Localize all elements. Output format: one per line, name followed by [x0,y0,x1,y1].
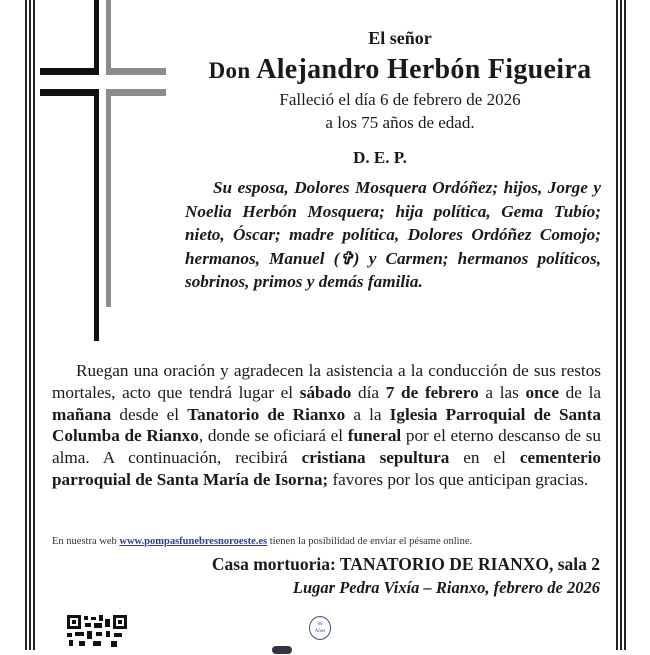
intro-text: El señor [368,28,432,48]
service-text: por el eterno descanso de su alma. A continuación, recibirá [52,426,602,468]
service-text: favores por los que anticipan gracias. [328,469,589,489]
web-prefix: En nuestra web [52,536,120,547]
service-paragraph [52,360,601,491]
service-emphasis: Tanatorio de Rianxo [187,404,346,424]
frame-line-right-outer [624,0,626,650]
frame-line-left-inner [33,0,35,650]
deceased-name [185,54,615,86]
service-text: , donde se oficiará el [198,426,348,446]
website-link[interactable]: www.pompasfunebresnoroeste.es [119,536,268,547]
service-emphasis: 7 de febrero [385,382,479,402]
age: a los 75 años de edad. [325,113,475,132]
service-emphasis: sábado [299,382,352,402]
casa-mortuoria: Casa mortuoria: TANATORIO DE RIANXO, sala 2 [211,554,600,574]
death-date: Falleció el día 6 de febrero de 2026 [279,90,521,109]
service-text: desde el [111,404,188,424]
service-text: a las [478,382,526,402]
service-emphasis: cristiana sepultura [301,448,450,468]
service-text: de la [558,382,601,402]
service-text: a la [345,404,390,424]
frame-line-left-mid [29,0,31,650]
service-emphasis: once [525,382,559,402]
service-emphasis: mañana [52,404,112,424]
service-emphasis: funeral [347,426,402,446]
rip-text: D. E. P. [353,148,407,167]
company-logo-fragment [272,646,292,654]
service-text: Ruegan una oración y agradecen la asistencia a la conducción de sus restos mortales, acto que tendrá lugar el [52,361,601,402]
service-emphasis: Iglesia Parroquial de Santa Columba de Rianxo [52,404,601,446]
qr-code-icon[interactable] [67,615,127,655]
service-text: día [351,382,386,402]
place-date: Lugar Pedra Vixía – Rianxo, febrero de 2026 [292,578,600,597]
web-notice [52,536,472,547]
frame-line-right-inner [616,0,618,650]
logo-number: 80 [317,622,323,627]
frame-line-left-outer [25,0,27,650]
full-name: Alejandro Herbón Figueira [256,54,592,85]
family-paragraph: Su esposa, Dolores Mosquera Ordóñez; hijos, Jorge y Noelia Herbón Mosquera; hija política, Gema Tubío; nieto, Óscar; madre política, Dolores Ordóñez Comojo; hermanos, Manuel (✞) y Carmen; hermanos políticos, sobrinos, primos y demás familia. [185,178,601,291]
service-emphasis: cementerio parroquial de Santa María de Isorna; [52,448,601,489]
honorific: Don [208,58,251,83]
service-text: en el [449,448,520,468]
frame-line-right-mid [620,0,622,650]
anniversary-logo-icon [309,616,331,640]
web-suffix: tienen la posibilidad de enviar el pésame online. [267,536,473,547]
logo-label: Años [314,629,326,634]
